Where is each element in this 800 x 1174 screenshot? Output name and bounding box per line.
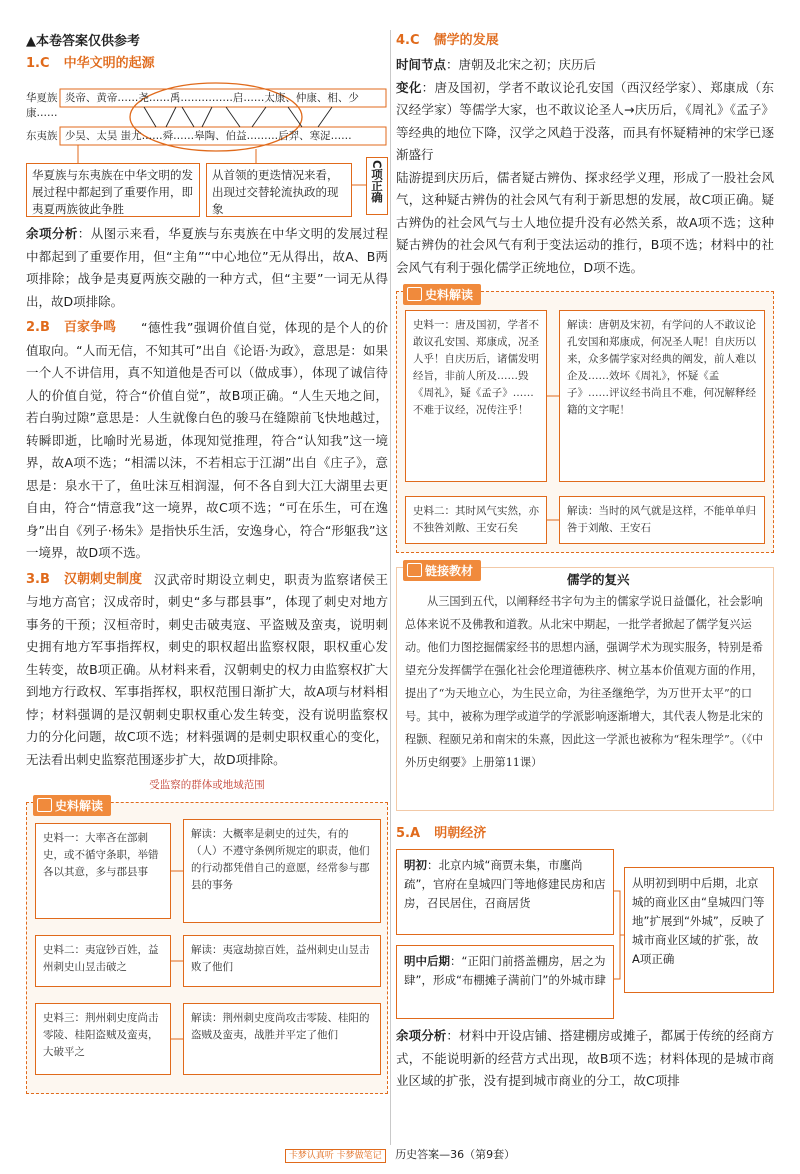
q3-reading-2: 解读：夷寇劫掠百姓，益州刺史山昱击败了他们 (183, 935, 381, 987)
q4-text: 陆游提到庆历后，儒者疑古辨伪、探求经学义理，形成了一股社会风气，这种疑古辨伪的社会风气有利于新思想的发展，故C项正确。疑古辨伪的社会风气与士人地位提升没有必然关系，故A项不选；这种疑古辨伪的社会风气有利于变法运动的推行，B项不选；材料中的社会风气有利于强化儒学正统地位，D项不选。 (396, 169, 774, 275)
footer-brand: 卡梦认真听 卡梦做笔记 (285, 1149, 386, 1163)
q4-link-panel (396, 564, 774, 811)
q5-analysis-text: ：材料中开设店铺、搭建棚房或摊子，都属于传统的经商方式，不能说明新的经营方式出现，故B项不选；材料体现的是城市商业区域的扩张，没有提到城市商业的分工，故C项排 (396, 1028, 774, 1088)
q5-title: 明朝经济 (434, 826, 487, 841)
q2-title: 百家争鸣 (64, 320, 117, 335)
q1-number: 1.C (26, 56, 50, 71)
q1-answer-box: C项正确 (366, 157, 388, 215)
q5-early-text: ：北京内城“商贾未集，市廛尚疏”，官府在皇城四门等地修建民房和店房，召民居住，召商居货 (404, 858, 606, 910)
q3-source-panel (26, 799, 388, 1094)
q5-late-text: ：“正阳门前搭盖棚房，居之为肆”，形成“布棚摊子满前门”的外城市肆 (404, 954, 606, 987)
q4-number: 4.C (396, 33, 420, 48)
q1-conclusion-a: 华夏族与东夷族在中华文明的发展过程中都起到了重要作用，即夷夏两族彼此争胜 (26, 163, 200, 217)
q1-analysis-text: ：从图示来看，华夏族与东夷族在中华文明的发展过程中都起到了重要作用，但“主角”“中心地位”无从得出，故A、B两项排除；战争是夷夏两族交融的一种方式，但“主要”一词无从得出，故D项排除。 (26, 226, 388, 309)
header-text: 本卷答案仅供参考 (36, 34, 141, 49)
q1-conclusion-b: 从首领的更迭情况来看，出现过交替轮流执政的现象 (206, 163, 352, 217)
q4-source-2: 史料二：其时风气实然，亦不独咎刘敞、王安石矣 (405, 496, 547, 544)
q4-reading-2: 解读：当时的风气就是这样，不能单单归咎于刘敞、王安石 (559, 496, 765, 544)
q4-change-label: 变化 (396, 79, 422, 95)
q4-panel-arrows (397, 292, 775, 554)
link-icon (407, 563, 422, 577)
q4-heading (396, 30, 774, 52)
q4-node (396, 54, 774, 77)
q4-reading-1: 解读：唐朝及宋初，有学问的人不敢议论孔安国和郑康成，何况圣人呢！自庆历以来，众多儒学家对经典的阐发，前人难以企及……效坏《周礼》，怀疑《孟子》……评议经书尚且不难，何况解释经籍的文字呢！ (559, 310, 765, 482)
q1-diagram (26, 79, 388, 217)
q5-brace (396, 849, 626, 1025)
q3-title: 汉朝刺史制度 (64, 571, 143, 587)
page-footer (0, 1146, 800, 1162)
q1-analysis-label: 余项分析 (26, 226, 78, 241)
q4-panel-label-text: 史料解读 (425, 288, 474, 302)
left-column (26, 30, 388, 1094)
q1-title: 中华文明的起源 (63, 56, 155, 71)
q4-node-label: 时间节点 (396, 57, 447, 72)
column-divider (390, 30, 391, 1145)
q5-late-label: 明中后期 (404, 954, 450, 968)
q5-analysis-label: 余项分析 (396, 1028, 447, 1043)
huaxia-line: 炎帝、黄帝……尧……禹……………启……太康、仲康、相、少康…… (26, 92, 359, 119)
q4-node-text: ：唐朝及北宋之初；庆历后 (446, 57, 597, 72)
dongyi-line: 少昊、太昊 蚩尤……舜……皋陶、伯益………后羿、寒浞…… (64, 130, 352, 142)
q5-diagram (396, 849, 774, 1025)
right-column (396, 30, 774, 1093)
q5-conclusion-box: 从明初到明中后期，北京城的商业区由“皇城四门等地”扩展到“外城”，反映了城市商业区域的扩张，故A项正确 (624, 867, 774, 993)
footer-page-label: 历史答案—36（第9套） (395, 1148, 516, 1161)
q3-panel-label-text: 史料解读 (55, 799, 104, 813)
q1-analysis (26, 223, 388, 313)
q4-source-1: 史料一：唐及国初，学者不敢议孔安国、郑康成，况圣人乎！自庆历后，诸儒发明经旨，非前人所及……毁《周礼》，疑《孟子》……不难于议经，况传注乎！ (405, 310, 547, 482)
q2-number: 2.B (26, 320, 50, 335)
q2-text: “德性我”强调价值自觉，体现的是个人的价值取向。“人而无信，不知其可”出自《论语·为政》，意思是：如果一个人不讲信用，真不知道他是否可以（做成事），体现了诚信待人的价值自觉，符合“价值自觉”，故B项正确。“人生天地之间，若白驹过隙”意思是：人生就像白色的骏马在缝隙前飞快地越过，转瞬即逝，比喻时光易逝，体现知觉推理，符合“认知我”这一境界，故A项不选；“相濡以沫，不若相忘于江湖”出自《庄子》，意思是：泉水干了，鱼吐沫互相润湿，何不各自到大江大湖里去更自由，符合“情意我”这一境界，故C项不选；“可在乐生，可在逸身”出自《列子·杨朱》是指快乐生活，安逸身心，符合“形躯我”这一境界，故D项不选。 (26, 320, 388, 560)
dongyi-row (26, 128, 352, 143)
q3-reading-1: 解读：大概率是刺史的过失，有的（人）不遵守条例所规定的职责，他们的行动都凭借自己的意愿，经常参与郡县的事务 (183, 819, 381, 923)
q4-link-label-text: 链接教材 (425, 564, 474, 578)
huaxia-row (26, 90, 388, 120)
q3-panel-arrows (27, 803, 389, 1095)
q4-link-text: 从三国到五代，以阐释经书字句为主的儒家学说日益僵化，社会影响总体来说不及佛教和道教。从北宋中期起，一批学者掀起了儒学复兴运动。他们力图挖掘儒家经书的思想内涵，强调学术为现实服务，特别是希望充分发挥儒学在强化社会伦理道德秩序、树立基本价值观方面的作用，提出了“为天地立心，为生民立命，为往圣继绝学，为万世开太平”的口号。其中，被称为理学或道学的学派影响逐渐增大，其代表人物是北宋的程颢、程颐兄弟和南宋的朱熹，因此这一学派也被称为“程朱理学”。（《中外历史纲要》上册第11课） (405, 595, 764, 769)
q4-source-panel (396, 288, 774, 553)
q3-source-2: 史料二：夷寇钞百姓，益州刺史山昱击破之 (35, 935, 171, 987)
q3-handwritten-note: 受监察的群体或地域范围 (149, 779, 265, 791)
q5-heading (396, 823, 774, 845)
dongyi-label: 东夷族 (26, 130, 58, 142)
huaxia-label: 华夏族 (26, 92, 58, 104)
q3-reading-3: 解读：荆州刺史度尚攻击零陵、桂阳的盗贼及蛮夷，战胜并平定了他们 (183, 1003, 381, 1075)
q4-link-title: 儒学的复兴 (567, 572, 630, 587)
page-header: ▲本卷答案仅供参考 (26, 34, 141, 49)
q5-early-label: 明初 (404, 858, 427, 872)
q1-heading (26, 53, 388, 75)
q4-title: 儒学的发展 (433, 33, 499, 48)
q3-source-3: 史料三：荆州刺史度尚击零陵、桂阳盗贼及蛮夷，大破平之 (35, 1003, 171, 1075)
q4-change-text: ：唐及国初，学者不敢议论孔安国（西汉经学家）、郑康成（东汉经学家）等儒学大家，也不敢议论圣人→庆历后，《周礼》《孟子》等经典的地位下降，汉学之风趋于没落，而具有怀疑精神的宋学已逐渐盛行 (396, 79, 774, 162)
q3-text: 汉武帝时期设立刺史，职责为监察诸侯王与地方高官；汉成帝时，刺史“多与郡县事”，体现了刺史对地方事务的干预；汉桓帝时，刺史击破夷寇、平盗贼及蛮夷，说明刺史拥有地方军事指挥权，刺史的职权超出监察权限，职权重心发生转变，故B项正确。从材料来看，汉朝刺史的权力由监察权扩大到地方行政权、军事指挥权，职权范围日渐扩大，故A项与材料相悖；材料强调的是汉朝刺史职权重心发生转变，没有说明监察权力的分化问题，故C项不选；材料强调的是刺史职权重心的变化，无法看出刺史监察范围逐步扩大，故D项排除。 (26, 571, 388, 767)
q3-source-1: 史料一：大率吝在部刺史，或不循守条职，举错各以其意，多与郡县事 (35, 823, 171, 919)
q3-number: 3.B (26, 571, 50, 587)
q5-number: 5.A (396, 826, 421, 841)
q4-change (396, 77, 774, 167)
q4-link-label (403, 560, 481, 581)
q5-analysis (396, 1025, 774, 1093)
